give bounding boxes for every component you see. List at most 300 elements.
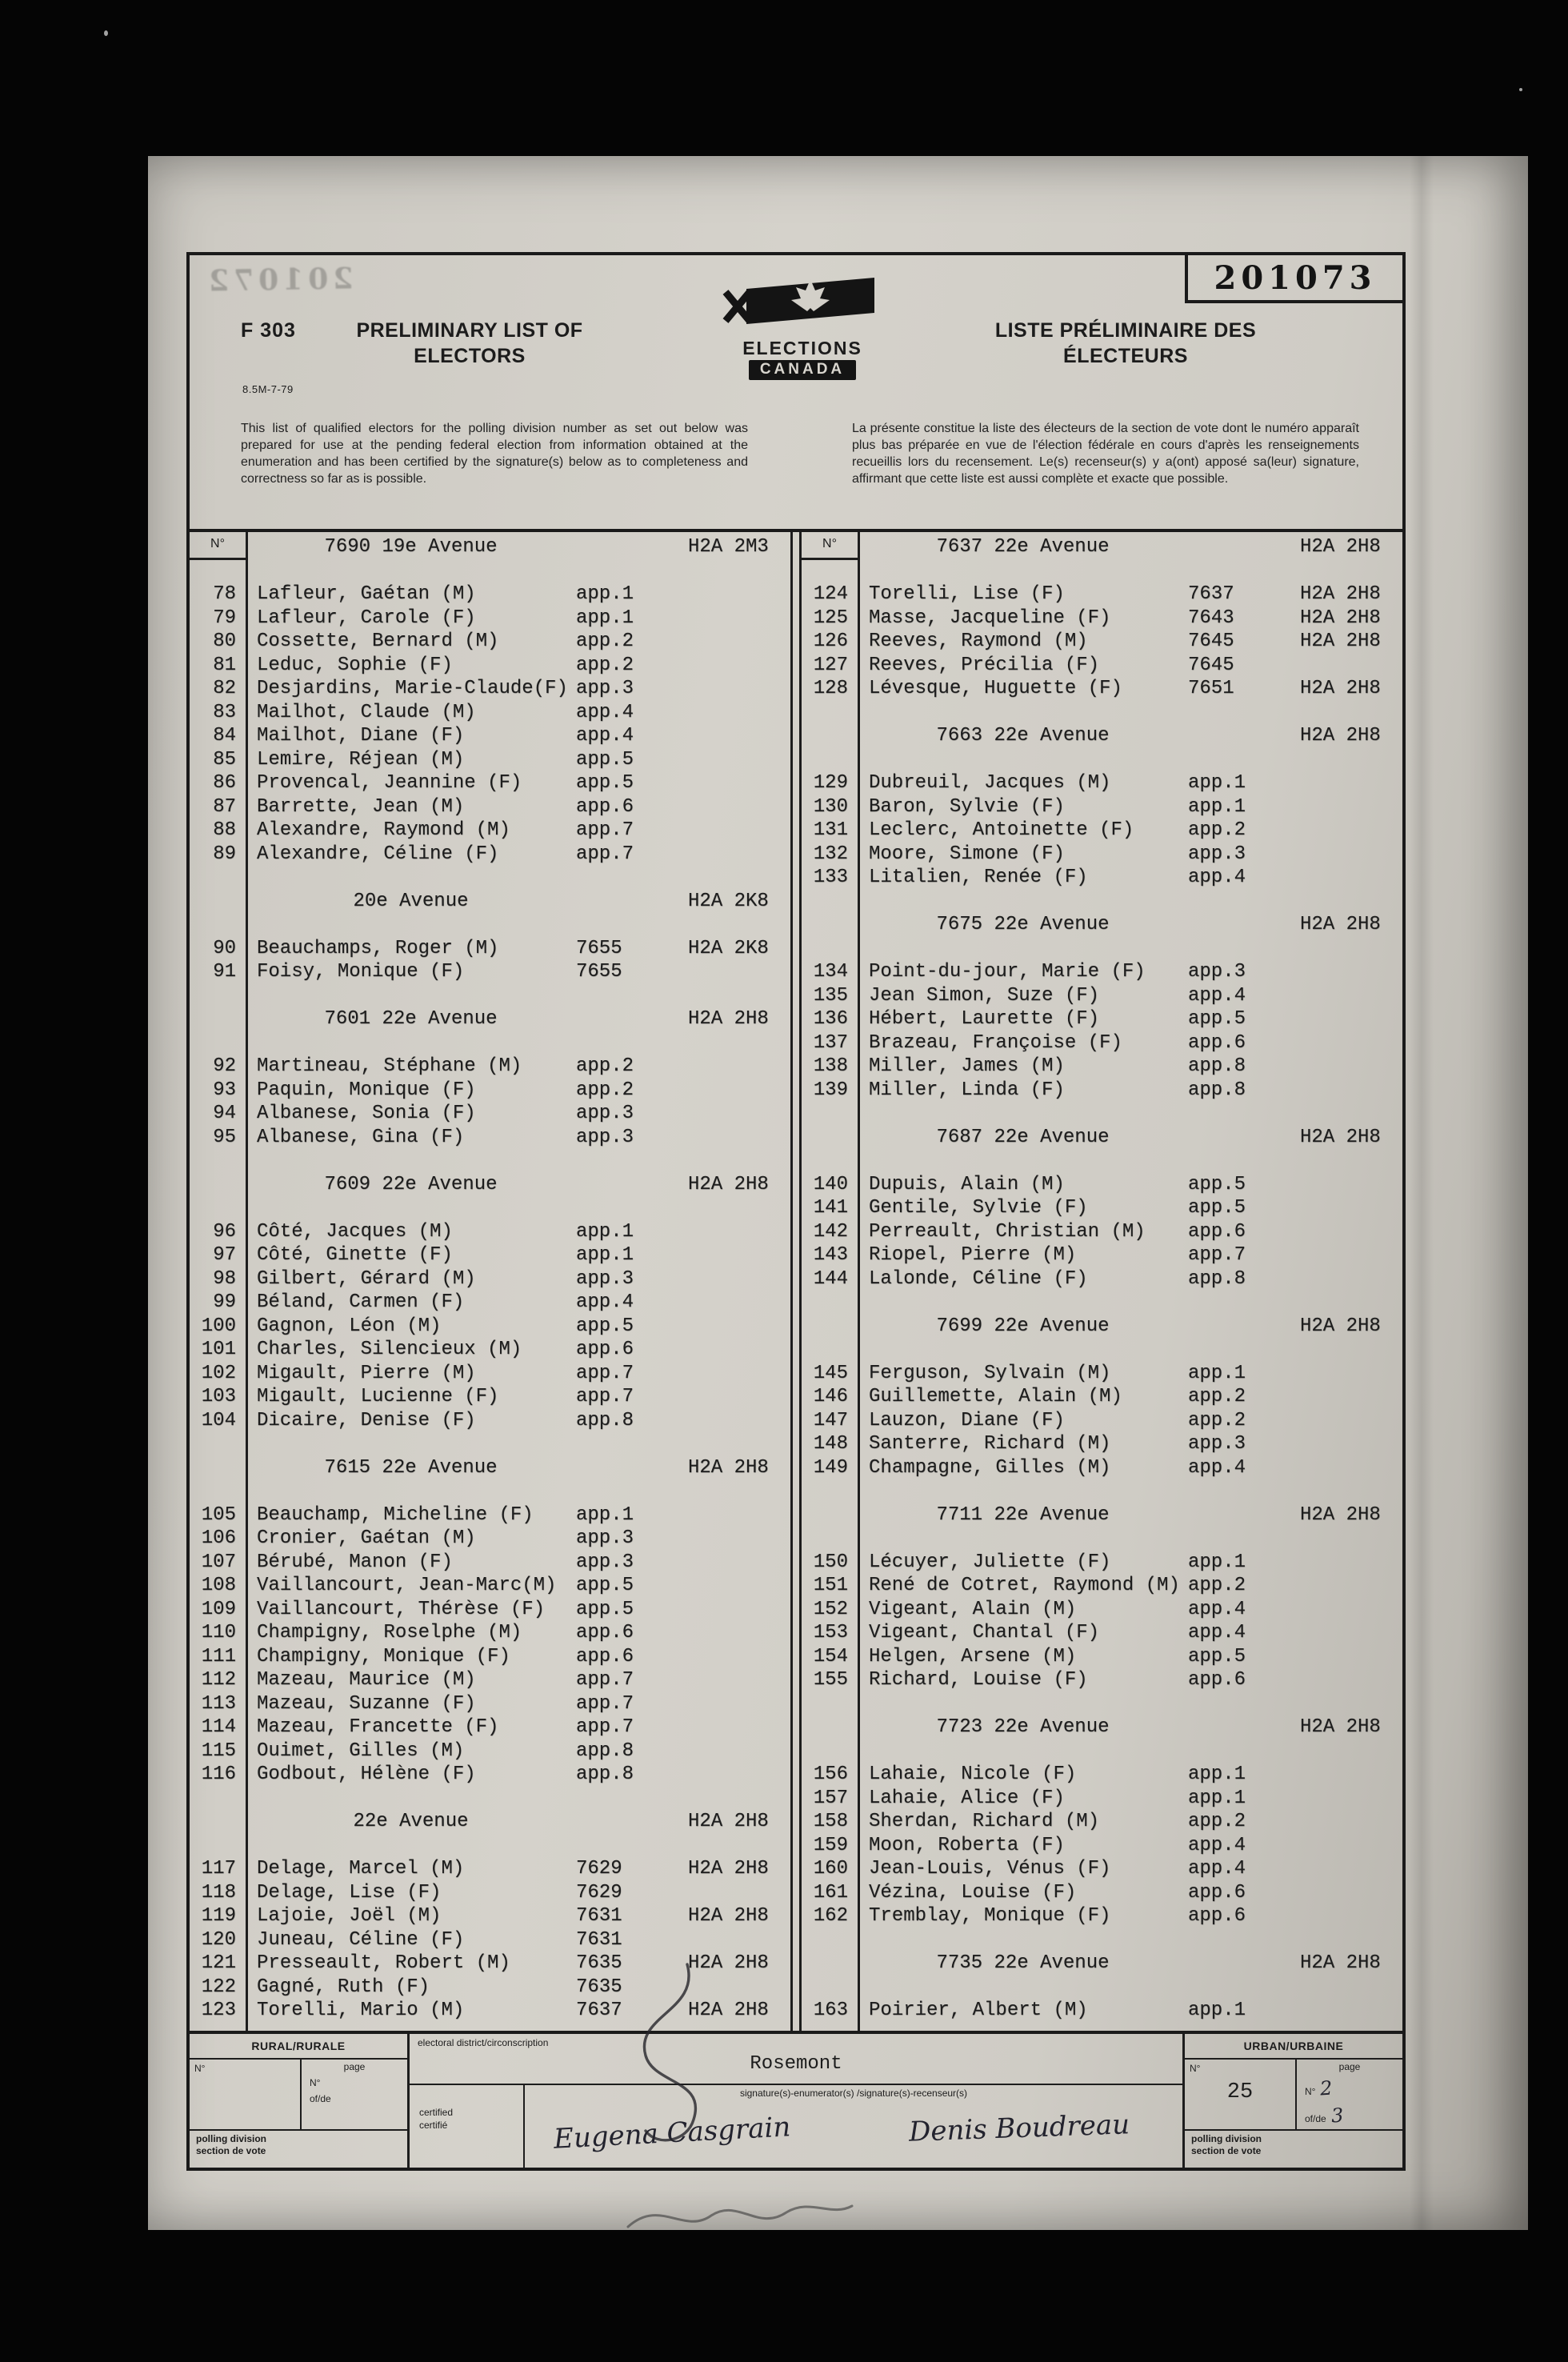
elector-number: 94 [213,1103,236,1124]
elector-name: Gilbert, Gérard (M) [257,1267,476,1290]
elector-row [190,701,790,725]
elector-postal: H2A 2H8 [1300,583,1381,605]
elector-number: 151 [813,1575,848,1596]
elector-row [190,1315,790,1339]
elector-apartment-or-civic: app.7 [1188,1244,1246,1266]
elector-postal [688,1362,790,1386]
elector-apartment-or-civic: app.7 [576,1716,634,1738]
elector-postal [688,724,790,748]
elector-number: 79 [213,607,236,629]
elector-postal [688,1409,790,1433]
street-postal: H2A 2H8 [1300,1952,1381,1974]
elector-row [190,1055,790,1079]
elector-postal [688,1715,790,1739]
elector-postal [1300,1456,1402,1480]
street-postal: H2A 2H8 [1300,725,1381,747]
elector-name: Reeves, Raymond (M) [869,631,1088,652]
elector-postal [688,1881,790,1905]
elector-row [190,1904,790,1928]
dust-speck [104,30,108,36]
 [576,1007,688,1031]
street-title: 7675 22e Avenue [936,914,1110,935]
elector-apartment-or-civic: app.5 [576,1598,634,1620]
 [1188,1715,1300,1739]
elector-number: 91 [213,961,236,983]
elector-name: Jean Simon, Suze (F) [869,984,1100,1007]
elections-canada-logo [708,274,897,380]
elector-row [190,1243,790,1267]
elector-postal [1300,1267,1402,1291]
form-code: F 303 [241,319,296,342]
elector-postal [688,771,790,795]
elector-row [802,1810,1402,1834]
elector-number: 119 [201,1905,236,1927]
elector-number: 153 [813,1622,848,1643]
elector-number: 154 [813,1645,848,1667]
elector-postal [688,1645,790,1669]
elector-apartment-or-civic: app.2 [1188,1409,1246,1431]
elector-name: Côté, Jacques (M) [257,1220,453,1243]
elector-postal [688,1574,790,1598]
elector-row [802,1787,1402,1811]
elector-row [802,819,1402,843]
elector-apartment-or-civic: app.2 [1188,1386,1246,1407]
elector-row [802,1763,1402,1787]
elector-name: Lafleur, Carole (F) [257,607,476,629]
elector-postal [688,1220,790,1244]
 [190,1810,246,1834]
elector-postal: H2A 2H8 [688,2000,769,2021]
elector-postal [1300,1645,1402,1669]
elector-postal [688,1503,790,1527]
elector-postal [688,1928,790,1952]
 [190,1007,246,1031]
elector-apartment-or-civic: app.3 [576,1103,634,1124]
elector-number: 104 [201,1409,236,1431]
elector-row [190,748,790,772]
elector-name: Vaillancourt, Jean-Marc(M) [257,1575,557,1596]
elector-apartment-or-civic: app.5 [1188,1173,1246,1195]
 [802,1315,858,1339]
ofde-label: of/de [310,2093,331,2104]
street-header-row [190,1007,790,1031]
elector-apartment-or-civic: app.1 [1188,1551,1246,1573]
elector-row [190,1668,790,1692]
street-title: 7711 22e Avenue [936,1503,1110,1526]
street-section [190,535,790,866]
elector-postal [688,1621,790,1645]
elector-name: Mazeau, Francette (F) [257,1716,499,1738]
elector-row [802,771,1402,795]
elector-row [802,1409,1402,1433]
elector-row [190,1928,790,1952]
elector-apartment-or-civic: app.1 [576,1220,634,1243]
elector-apartment-or-civic: 7655 [576,961,622,983]
elector-apartment-or-civic: app.6 [1188,1881,1246,1904]
elector-row [190,1857,790,1881]
elector-name: Bérubé, Manon (F) [257,1551,453,1573]
elector-apartment-or-civic: app.2 [576,1079,634,1101]
elector-row [190,843,790,867]
elector-number: 85 [213,748,236,771]
elector-name: Foisy, Monique (F) [257,961,465,983]
 [190,1456,246,1480]
elector-row [802,677,1402,701]
title-french-line2: ÉLECTEURS [1063,345,1188,367]
street-section [802,913,1402,1102]
number-label: N° [1305,2086,1316,2097]
street-header-row [802,1126,1402,1150]
elector-number: 148 [813,1433,848,1455]
elector-apartment-or-civic: app.8 [576,1409,634,1431]
elector-postal [688,1763,790,1787]
elector-apartment-or-civic: app.7 [576,1386,634,1407]
elector-row [190,677,790,701]
elector-row [190,1645,790,1669]
elector-row [190,1385,790,1409]
elector-apartment-or-civic: 7635 [576,1976,622,1998]
elector-apartment-or-civic: app.8 [1188,1055,1246,1077]
title-english-line1: PRELIMINARY LIST OF [356,319,583,342]
elector-apartment-or-civic: app.5 [1188,1645,1246,1667]
title-english-line2: ELECTORS [414,345,526,367]
page-label: page [343,2061,366,2072]
elector-row [190,1220,790,1244]
elector-number: 131 [813,819,848,841]
street-postal: H2A 2H8 [688,1456,769,1479]
street-title: 7687 22e Avenue [936,1126,1110,1148]
serial-number-stamp: 201073 [1185,255,1402,303]
elector-apartment-or-civic: app.2 [1188,1811,1246,1832]
street-postal: H2A 2H8 [1300,536,1381,558]
elector-postal [688,1668,790,1692]
elector-name: Perreault, Christian (M) [869,1220,1146,1243]
certified-cell [410,2085,525,2168]
elector-apartment-or-civic: app.4 [576,725,634,747]
elector-name: Tremblay, Monique (F) [869,1905,1111,1927]
logo-text-elections: ELECTIONS [742,338,862,358]
elector-postal [1300,1196,1402,1220]
 [190,890,246,914]
elector-row [802,1007,1402,1031]
elector-name: Torelli, Lise (F) [869,583,1065,605]
 [1188,1952,1300,1976]
elector-row [190,771,790,795]
elector-postal [1300,1787,1402,1811]
elector-apartment-or-civic: app.6 [1188,1031,1246,1054]
elector-postal [688,1243,790,1267]
street-section [190,1173,790,1433]
elector-postal: H2A 2H8 [1300,607,1381,629]
urban-title: URBAN/URBAINE [1185,2034,1402,2060]
 [802,724,858,748]
elector-row [190,1551,790,1575]
 [576,1810,688,1834]
elector-row [802,1999,1402,2023]
street-section [802,1503,1402,1692]
elector-number: 81 [213,654,236,676]
elector-row [190,960,790,984]
street-header-row [802,913,1402,937]
elector-row [802,1574,1402,1598]
street-title: 7601 22e Avenue [324,1008,498,1030]
elector-apartment-or-civic: 7635 [576,1952,622,1974]
elector-name: Mazeau, Suzanne (F) [257,1692,476,1715]
elector-number: 157 [813,1787,848,1809]
elector-postal: H2A 2H8 [1300,631,1381,652]
elector-number: 101 [201,1339,236,1360]
certified-label-en: certified [419,2107,454,2118]
elector-number: 156 [813,1763,848,1785]
elector-apartment-or-civic: app.1 [1188,1787,1246,1809]
elector-postal [1300,1881,1402,1905]
polling-division-number: 25 [1226,2080,1254,2104]
street-postal: H2A 2H8 [688,1811,769,1832]
page-total-value: 3 [1330,2104,1344,2128]
street-postal: H2A 2H8 [1300,1126,1381,1148]
elector-apartment-or-civic: app.1 [1188,772,1246,794]
elector-row [802,630,1402,654]
elector-postal: H2A 2H8 [688,1905,769,1927]
intro-paragraph-french: La présente constitue la liste des électeurs de la section de vote dont le numéro apparaît plus bas préparée en vue de l'élection fédérale en cours d'après les renseignements recueillis lors du recensement. Le(s) recenseur(s) y a(ont) apposé sa(leur) signature, affirmant que cette liste est aussi complète et exacte que possible. [852,422,1359,486]
elector-row [190,1574,790,1598]
street-title: 7609 22e Avenue [324,1173,498,1195]
list-rows-right [802,535,1402,2023]
elector-apartment-or-civic: app.5 [1188,1197,1246,1219]
rural-fields [190,2060,407,2129]
elector-postal [1300,866,1402,890]
elector-apartment-or-civic: 7637 [576,2000,622,2021]
certified-label-fr: certifié [419,2120,448,2131]
elector-number: 113 [201,1692,236,1715]
elector-row [190,1621,790,1645]
elector-row [190,937,790,961]
street-title: 22e Avenue [353,1811,469,1832]
elector-row [190,1126,790,1150]
elector-postal [1300,795,1402,819]
elector-row [802,1668,1402,1692]
elector-row [190,1692,790,1716]
elector-number: 83 [213,701,236,723]
elector-apartment-or-civic: app.6 [1188,1220,1246,1243]
elector-apartment-or-civic: 7631 [576,1905,622,1927]
elector-name: Presseault, Robert (M) [257,1952,510,1974]
elector-postal [1300,1409,1402,1433]
street-postal: H2A 2H8 [1300,1716,1381,1738]
elector-row [802,795,1402,819]
elector-number: 93 [213,1079,236,1101]
dust-speck [1519,88,1522,91]
elector-postal [688,1598,790,1622]
elector-number: 95 [213,1126,236,1148]
list-column-right [802,532,1402,2031]
elector-apartment-or-civic: 7645 [1188,654,1234,676]
street-header-row [802,724,1402,748]
elector-postal [688,1102,790,1126]
elector-apartment-or-civic: app.4 [576,1291,634,1313]
form-frame [186,252,1406,2171]
elector-name: Barrette, Jean (M) [257,795,465,818]
elector-row [190,1527,790,1551]
elector-number: 126 [813,631,848,652]
elector-postal [1300,1385,1402,1409]
elector-name: Moon, Roberta (F) [869,1834,1065,1856]
 [1188,1315,1300,1339]
elector-name: Lahaie, Alice (F) [869,1787,1065,1809]
elector-row [190,724,790,748]
elector-postal [688,607,790,631]
elector-postal [688,1079,790,1103]
elector-name: Leduc, Sophie (F) [257,654,453,676]
street-postal: H2A 2H8 [688,1008,769,1030]
elector-postal [1300,1834,1402,1858]
elector-apartment-or-civic: app.8 [1188,1079,1246,1101]
street-section [802,724,1402,890]
elector-postal [1300,1220,1402,1244]
page-number-value: 2 [1319,2076,1334,2100]
elector-row [190,1976,790,2000]
elector-number: 123 [201,2000,236,2021]
street-section [802,535,1402,701]
elector-postal [688,748,790,772]
elector-number: 112 [201,1669,236,1691]
elector-row [802,1267,1402,1291]
street-postal: H2A 2H8 [1300,1503,1381,1526]
elector-postal [688,819,790,843]
elector-apartment-or-civic: app.6 [576,795,634,818]
elector-apartment-or-civic: app.4 [1188,867,1246,888]
elector-number: 103 [201,1386,236,1407]
elector-apartment-or-civic: app.5 [1188,1008,1246,1030]
elector-postal [688,1551,790,1575]
elector-name: Albanese, Gina (F) [257,1126,465,1148]
elector-apartment-or-civic: app.2 [576,631,634,652]
elector-number: 137 [813,1031,848,1054]
elector-name: Mailhot, Diane (F) [257,725,465,747]
elector-row [802,960,1402,984]
elector-apartment-or-civic: app.7 [576,1362,634,1384]
elector-number: 120 [201,1928,236,1951]
elector-apartment-or-civic: 7637 [1188,583,1234,605]
elector-number: 111 [201,1645,236,1667]
elector-name: Brazeau, Françoise (F) [869,1031,1122,1054]
pen-mark-squiggle [622,2188,862,2244]
elector-postal [1300,1362,1402,1386]
elector-row [802,1881,1402,1905]
elector-postal [688,1976,790,2000]
elector-name: Alexandre, Raymond (M) [257,819,510,841]
street-section [190,1007,790,1149]
elector-name: Godbout, Hélène (F) [257,1763,476,1785]
elector-apartment-or-civic: app.6 [576,1622,634,1643]
elector-row [802,1362,1402,1386]
elector-apartment-or-civic: app.4 [1188,1456,1246,1479]
elector-name: Ferguson, Sylvain (M) [869,1362,1111,1384]
elector-number: 128 [813,678,848,699]
elector-postal [1300,1857,1402,1881]
elector-name: Gentile, Sylvie (F) [869,1197,1088,1219]
elector-row [802,1196,1402,1220]
elector-apartment-or-civic: app.8 [576,1739,634,1762]
elector-postal [1300,1243,1402,1267]
elector-number: 92 [213,1055,236,1077]
elector-name: Mazeau, Maurice (M) [257,1669,476,1691]
street-header-row [802,1715,1402,1739]
street-header-row [190,1456,790,1480]
 [190,1173,246,1197]
street-header-row [802,1503,1402,1527]
elector-number: 116 [201,1763,236,1785]
elector-name: Lécuyer, Juliette (F) [869,1551,1111,1573]
elector-postal [688,582,790,607]
elector-apartment-or-civic: app.4 [1188,984,1246,1007]
elector-postal: H2A 2H8 [688,1858,769,1880]
elector-number: 84 [213,725,236,747]
elector-number: 159 [813,1834,848,1856]
elector-apartment-or-civic: app.7 [576,819,634,841]
elector-row [190,1881,790,1905]
elector-row [190,654,790,678]
elector-number: 127 [813,654,848,676]
elector-row [802,1432,1402,1456]
elector-number: 133 [813,867,848,888]
elector-number: 138 [813,1055,848,1077]
signature-area [525,2085,1182,2168]
elector-postal [688,1385,790,1409]
elector-postal [688,960,790,984]
street-header-row [190,890,790,914]
elector-name: Champagne, Gilles (M) [869,1456,1111,1479]
elector-number: 107 [201,1551,236,1573]
elector-row [802,1079,1402,1103]
elector-apartment-or-civic: app.7 [576,1669,634,1691]
district-label: electoral district/circonscription [418,2037,549,2048]
elector-row [802,654,1402,678]
urban-fields [1185,2060,1402,2129]
elector-apartment-or-civic: app.3 [1188,961,1246,983]
street-section [802,1126,1402,1291]
district-signature-area [410,2034,1182,2168]
flag-ballot-icon [722,274,882,332]
elector-name: Beauchamp, Micheline (F) [257,1503,534,1526]
title-french [948,318,1303,369]
elector-apartment-or-civic: app.1 [576,583,634,605]
elector-postal [688,1291,790,1315]
elector-row [190,1715,790,1739]
street-header-row [802,1315,1402,1339]
list-rows-left [190,535,790,2023]
elector-name: Desjardins, Marie-Claude(F) [257,678,568,699]
 [576,1456,688,1480]
elector-name: Mailhot, Claude (M) [257,701,476,723]
enumerator-signature-2: Denis Boudreau [908,2108,1130,2148]
elector-name: Dupuis, Alain (M) [869,1173,1065,1195]
elector-row [802,1220,1402,1244]
elector-row [802,1904,1402,1928]
elector-number: 134 [813,961,848,983]
elector-apartment-or-civic: 7629 [576,1858,622,1880]
elector-name: Vézina, Louise (F) [869,1881,1077,1904]
elector-name: Côté, Ginette (F) [257,1244,453,1266]
elector-number: 78 [213,583,236,605]
elector-apartment-or-civic: app.2 [576,654,634,676]
elector-number: 90 [213,937,236,959]
elector-number: 96 [213,1220,236,1243]
elector-postal [688,701,790,725]
elector-number: 152 [813,1598,848,1620]
elector-postal [1300,654,1402,678]
elector-postal [688,654,790,678]
